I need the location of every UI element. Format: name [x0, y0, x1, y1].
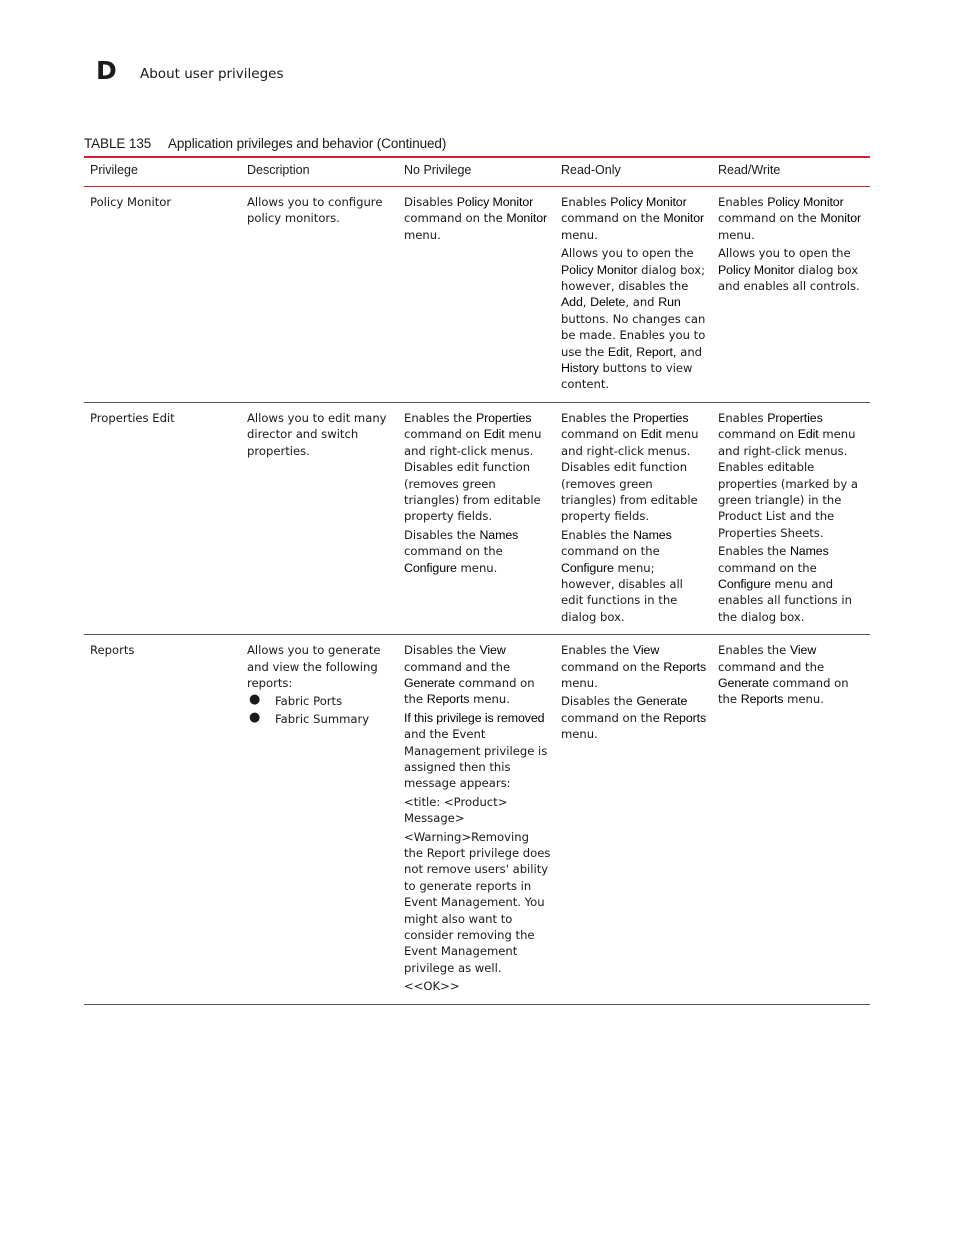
- description-cell: [241, 187, 398, 403]
- column-header-no-privilege: No Privilege: [398, 157, 555, 187]
- ui-term: Names: [479, 527, 519, 542]
- ui-term: View: [479, 643, 506, 658]
- cell-paragraph: [404, 194, 551, 243]
- table-row: [84, 402, 870, 634]
- ui-term: Generate: [636, 694, 688, 709]
- text-run: Enables the: [718, 544, 790, 559]
- text-run: menu.: [561, 675, 598, 690]
- cell-paragraph: [404, 978, 551, 994]
- text-run: Enables: [561, 195, 611, 209]
- cell-paragraph: [404, 642, 551, 708]
- cell-paragraph: [404, 410, 551, 525]
- ui-term: Properties: [475, 410, 532, 425]
- ui-term: Policy Monitor: [456, 195, 534, 209]
- text-run: , and: [672, 344, 703, 359]
- ui-term: Monitor: [506, 211, 548, 226]
- ui-term: Policy Monitor: [610, 195, 687, 209]
- bullet-icon: ●: [249, 692, 261, 708]
- ui-term: Policy Monitor: [767, 195, 844, 209]
- cell-paragraph: [561, 245, 708, 393]
- text-run: <<OK>>: [404, 979, 460, 994]
- description-cell: [241, 635, 398, 1005]
- text-run: Enables the: [561, 410, 633, 425]
- text-run: Enables the: [561, 643, 633, 658]
- no-privilege-cell: [398, 635, 555, 1005]
- cell-paragraph: Allows you to edit many director and switch properties.: [247, 410, 387, 458]
- text-run: command on the: [404, 211, 507, 226]
- cell-paragraph: [561, 693, 708, 742]
- cell-paragraph: [561, 410, 708, 525]
- ui-term: View: [632, 643, 660, 658]
- text-run: menu.: [561, 727, 598, 742]
- text-run: menu.: [456, 560, 498, 575]
- text-run: , and: [625, 295, 659, 310]
- table-number: TABLE 135: [84, 136, 152, 151]
- cell-paragraph: [404, 710, 551, 792]
- ui-term: Configure: [718, 576, 771, 591]
- ui-term: Monitor: [663, 211, 705, 226]
- text-run: command on: [404, 427, 484, 442]
- cell-paragraph: [561, 194, 708, 243]
- text-run: Disables: [404, 195, 457, 209]
- text-run: Disables the: [404, 643, 480, 658]
- text-run: and the Event Management privilege is assigned then this message appears:: [404, 727, 548, 791]
- table-row: [84, 187, 870, 403]
- column-header-read-write: Read/Write: [712, 157, 870, 187]
- text-run: Enables the: [404, 410, 476, 425]
- privileges-table: [84, 156, 870, 1005]
- appendix-letter: D: [96, 56, 117, 85]
- ui-term: History: [561, 361, 599, 376]
- text-run: menu and right-click menus. Disables edit function (removes green triangles) from editable property fields.: [561, 427, 699, 524]
- cell-paragraph: [404, 794, 551, 827]
- privilege-cell: Properties Edit: [84, 402, 241, 634]
- column-header-description: Description: [241, 157, 398, 187]
- text-run: dialog box and enables all controls.: [718, 262, 860, 294]
- text-run: command on: [561, 427, 641, 442]
- ui-term: Edit: [640, 427, 662, 442]
- text-run: command on the: [561, 659, 664, 674]
- read-only-cell: [555, 402, 712, 634]
- text-run: Allows you to open the: [718, 246, 851, 261]
- ui-term: Policy Monitor: [561, 262, 638, 277]
- text-run: Disables the: [404, 527, 480, 542]
- list-item: [247, 693, 394, 709]
- text-run: buttons to view content.: [561, 361, 693, 392]
- table-caption-text: Application privileges and behavior (Continued): [168, 136, 447, 151]
- cell-paragraph: [718, 194, 866, 243]
- ui-term: Reports: [663, 710, 707, 725]
- text-run: menu; however, disables all edit functions in the dialog box.: [561, 560, 683, 624]
- text-run: Enables: [718, 410, 768, 425]
- cell-paragraph: Allows you to configure policy monitors.: [247, 195, 383, 226]
- cell-paragraph: [718, 245, 866, 294]
- text-run: command on: [718, 427, 798, 442]
- text-run: menu.: [783, 692, 824, 707]
- ui-term: Report: [636, 344, 673, 359]
- column-header-read-only: Read-Only: [555, 157, 712, 187]
- table-header-row: [84, 157, 870, 187]
- ui-term: Generate: [718, 675, 769, 690]
- text-run: command on the: [718, 560, 817, 575]
- cell-paragraph: [718, 543, 866, 625]
- ui-term: Monitor: [820, 211, 862, 226]
- column-header-privilege: Privilege: [84, 157, 241, 187]
- read-only-cell: [555, 635, 712, 1005]
- text-run: command on the: [561, 544, 660, 559]
- cell-paragraph: [561, 527, 708, 625]
- ui-term: View: [789, 643, 817, 658]
- ui-term: Run: [658, 295, 681, 310]
- ui-term: Add: [561, 295, 583, 310]
- cell-paragraph: [561, 642, 708, 691]
- ui-term: Names: [632, 527, 672, 542]
- text-run: Enables the: [561, 527, 633, 542]
- ui-term: Configure: [561, 560, 614, 575]
- text-run: command on the: [561, 710, 664, 725]
- bullet-icon: ●: [249, 709, 261, 725]
- read-write-cell: [712, 187, 870, 403]
- text-run: dialog box; however, disables the: [561, 262, 706, 294]
- ui-term: Edit: [607, 344, 629, 359]
- ui-term: Edit: [797, 427, 819, 442]
- text-run: Enables the: [718, 643, 790, 658]
- ui-term: Reports: [663, 659, 707, 674]
- text-run: menu.: [469, 692, 510, 707]
- text-run: command and the: [404, 659, 511, 674]
- text-run: menu and enables all functions in the dialog box.: [718, 576, 852, 624]
- table-caption: [84, 135, 446, 153]
- ui-term: Properties: [767, 410, 823, 425]
- text-run: command and the: [718, 659, 825, 674]
- cell-paragraph: [718, 410, 866, 541]
- text-run: command on the: [561, 211, 664, 226]
- report-list: [247, 693, 394, 727]
- list-item-text: Fabric Summary: [275, 711, 370, 726]
- read-write-cell: [712, 402, 870, 634]
- text-run: ,: [582, 295, 591, 310]
- text-run: command on the: [404, 675, 535, 707]
- cell-paragraph: Allows you to generate and view the following reports:: [247, 643, 381, 690]
- ui-term: Delete: [590, 295, 626, 310]
- list-item: [247, 711, 394, 727]
- description-cell: [241, 402, 398, 634]
- ui-term: If this privilege is removed: [404, 710, 545, 725]
- text-run: Enables: [718, 195, 768, 209]
- text-run: menu.: [718, 227, 755, 242]
- text-run: menu.: [404, 227, 441, 242]
- read-only-cell: [555, 187, 712, 403]
- ui-term: Generate: [404, 675, 455, 690]
- ui-term: Edit: [483, 427, 505, 442]
- privilege-cell: Policy Monitor: [84, 187, 241, 403]
- ui-term: Reports: [426, 692, 470, 707]
- text-run: Disables the: [561, 694, 637, 709]
- text-run: menu and right-click menus. Enables editable properties (marked by a green triangle) in the Product List and the Properties Sheets.: [718, 427, 859, 540]
- ui-term: Names: [789, 544, 829, 559]
- table-row: [84, 635, 870, 1005]
- text-run: buttons. No changes can be made. Enables you to use the: [561, 311, 706, 359]
- text-run: <title: <Product> Message>: [404, 794, 508, 826]
- privilege-cell: Reports: [84, 635, 241, 1005]
- text-run: command on the: [718, 211, 821, 226]
- text-run: command on the: [404, 544, 503, 559]
- no-privilege-cell: [398, 402, 555, 634]
- cell-paragraph: [404, 527, 551, 576]
- text-run: command on the: [718, 675, 849, 707]
- ui-term: Configure: [404, 560, 457, 575]
- cell-paragraph: [404, 829, 551, 977]
- no-privilege-cell: [398, 187, 555, 403]
- list-item-text: Fabric Ports: [275, 694, 343, 709]
- text-run: ,: [628, 344, 637, 359]
- ui-term: Reports: [740, 692, 784, 707]
- ui-term: Policy Monitor: [718, 262, 795, 277]
- text-run: <Warning>Removing the Report privilege does not remove users' ability to generate reports in Event Management. You might also want to consider removing the Event Management privilege as well.: [404, 829, 551, 975]
- text-run: Allows you to open the: [561, 246, 694, 261]
- text-run: menu and right-click menus. Disables edit function (removes green triangles) from editable property fields.: [404, 427, 542, 524]
- text-run: menu.: [561, 227, 598, 242]
- ui-term: Properties: [632, 410, 689, 425]
- cell-paragraph: [718, 642, 866, 708]
- read-write-cell: [712, 635, 870, 1005]
- running-header-title: About user privileges: [140, 66, 284, 82]
